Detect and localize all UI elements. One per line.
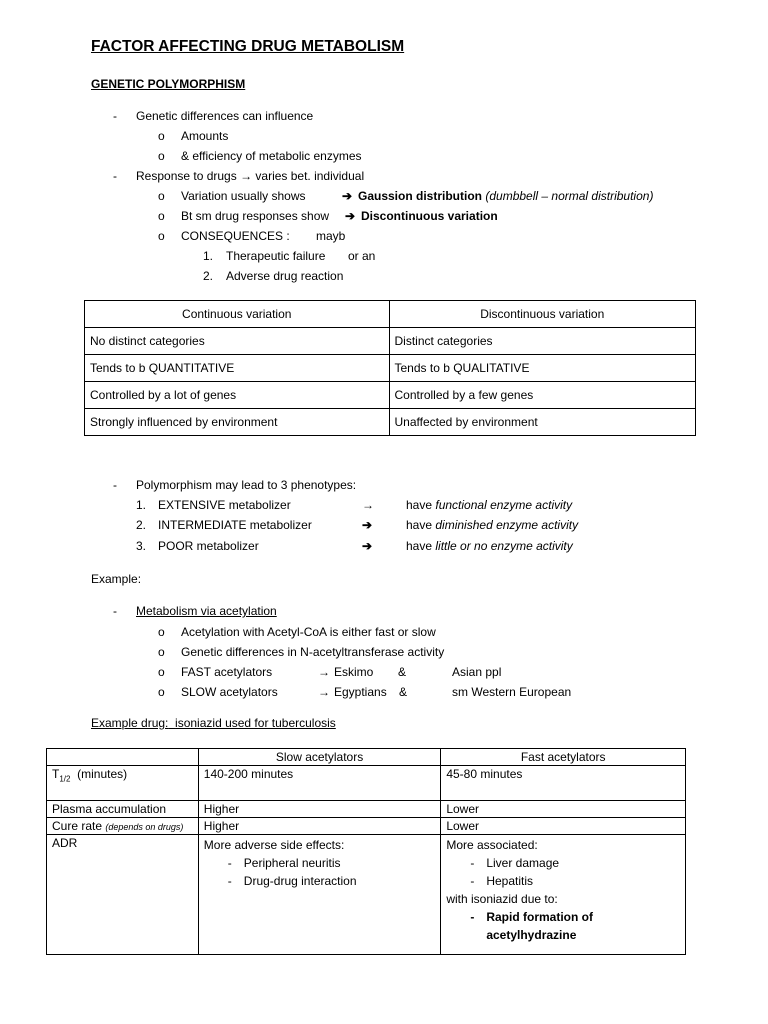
table-row bbox=[47, 818, 686, 835]
cell-slow-adr bbox=[198, 835, 441, 955]
phenotype-number: 3. bbox=[136, 539, 147, 553]
gaussian-note: (dumbbell – normal distribution) bbox=[485, 189, 654, 203]
row-label-cure bbox=[47, 818, 199, 835]
cure-note: (depends on drugs) bbox=[105, 822, 184, 832]
have-text: have bbox=[406, 498, 433, 512]
cell: Tends to b QUANTITATIVE bbox=[85, 355, 390, 382]
cell: Unaffected by environment bbox=[389, 409, 696, 436]
header-discontinuous: Discontinuous variation bbox=[389, 301, 696, 328]
acetylation-heading: Metabolism via acetylation bbox=[136, 604, 277, 618]
cell: Controlled by a lot of genes bbox=[85, 382, 390, 409]
consequence-adverse-reaction: Adverse drug reaction bbox=[226, 269, 344, 283]
cell: Higher bbox=[198, 818, 441, 835]
row-label-t-half bbox=[47, 766, 199, 801]
bt-sm-responses: Bt sm drug responses show bbox=[181, 209, 330, 223]
circle-bullet: o bbox=[158, 625, 165, 639]
table-row bbox=[47, 801, 686, 818]
circle-bullet: o bbox=[158, 645, 165, 659]
ampersand: & bbox=[398, 665, 407, 679]
sub-bullet-efficiency: & efficiency of metabolic enzymes bbox=[181, 149, 362, 163]
cell: Distinct categories bbox=[389, 328, 696, 355]
cell: Higher bbox=[198, 801, 441, 818]
fast-cause-cont: acetylhydrazine bbox=[486, 928, 577, 942]
dash-bullet: - bbox=[113, 169, 117, 183]
cure-label: Cure rate bbox=[52, 819, 103, 833]
phenotype-desc bbox=[406, 539, 573, 553]
thin-arrow-icon: → bbox=[318, 665, 330, 679]
circle-bullet: o bbox=[158, 129, 165, 143]
gaussian-distribution: Gaussion distribution bbox=[358, 189, 483, 203]
acetylator-table bbox=[46, 748, 686, 955]
cell: Controlled by a few genes bbox=[389, 382, 696, 409]
gaussian-line bbox=[358, 189, 653, 203]
example-drug: isoniazid used for tuberculosis bbox=[175, 716, 336, 730]
table-row bbox=[85, 328, 696, 355]
fast-adr-intro: More associated: bbox=[446, 838, 538, 852]
example-drug-line bbox=[91, 716, 336, 730]
table-row bbox=[85, 355, 696, 382]
fast-group-1: Eskimo bbox=[334, 665, 374, 679]
fast-acetylators-label: FAST acetylators bbox=[181, 665, 273, 679]
fast-cause: - Rapid formation of bbox=[464, 908, 680, 926]
consequence-number: 2. bbox=[203, 269, 214, 283]
section-heading: GENETIC POLYMORPHISM bbox=[91, 77, 246, 91]
phenotype-poor: POOR metabolizer bbox=[158, 539, 259, 553]
header-fast: Fast acetylators bbox=[441, 749, 686, 766]
circle-bullet: o bbox=[158, 149, 165, 163]
consequence-therapeutic-failure: Therapeutic failure bbox=[226, 249, 326, 263]
consequences-label: CONSEQUENCES : bbox=[181, 229, 290, 243]
page-title: FACTOR AFFECTING DRUG METABOLISM bbox=[91, 38, 405, 55]
phenotype-desc bbox=[406, 498, 572, 512]
circle-bullet: o bbox=[158, 189, 165, 203]
cell: Strongly influenced by environment bbox=[85, 409, 390, 436]
dash-bullet: - bbox=[113, 604, 117, 618]
table-row bbox=[85, 409, 696, 436]
thin-arrow-icon: → bbox=[362, 498, 374, 512]
mayb-text: mayb bbox=[316, 229, 346, 243]
phenotype-intro: Polymorphism may lead to 3 phenotypes: bbox=[136, 478, 357, 492]
phenotype-extensive: EXTENSIVE metabolizer bbox=[158, 498, 291, 512]
slow-group-1: Egyptians bbox=[334, 685, 387, 699]
row-label-plasma: Plasma accumulation bbox=[47, 801, 199, 818]
row-label-adr: ADR bbox=[47, 835, 199, 955]
fast-adr-item: - Liver damage bbox=[464, 854, 680, 872]
cell: Lower bbox=[441, 801, 686, 818]
slow-adr-item: - Peripheral neuritis bbox=[222, 854, 436, 872]
cell-fast-adr bbox=[441, 835, 686, 955]
example-label: Example: bbox=[91, 572, 142, 586]
phenotype-intermediate: INTERMEDIATE metabolizer bbox=[158, 518, 312, 532]
acetylation-genetic: Genetic differences in N-acetyltransferase activity bbox=[181, 645, 445, 659]
ampersand: & bbox=[399, 685, 408, 699]
thin-arrow-icon: → bbox=[318, 685, 330, 699]
cell: Tends to b QUALITATIVE bbox=[389, 355, 696, 382]
dash-bullet: - bbox=[113, 478, 117, 492]
consequence-or: or an bbox=[348, 249, 376, 263]
phenotype-number: 1. bbox=[136, 498, 147, 512]
phenotype-activity: functional enzyme activity bbox=[435, 498, 573, 512]
cell: No distinct categories bbox=[85, 328, 390, 355]
circle-bullet: o bbox=[158, 209, 165, 223]
phenotype-activity: diminished enzyme activity bbox=[435, 518, 579, 532]
variation-shows: Variation usually shows bbox=[181, 189, 306, 203]
t-label: T bbox=[52, 767, 60, 781]
circle-bullet: o bbox=[158, 229, 165, 243]
consequence-number: 1. bbox=[203, 249, 214, 263]
arrow-icon: ➔ bbox=[362, 518, 373, 532]
table-row bbox=[47, 835, 686, 955]
t-sub: 1/2 bbox=[59, 774, 71, 784]
t-unit: (minutes) bbox=[77, 767, 128, 781]
fast-with: with isoniazid due to: bbox=[446, 892, 558, 906]
have-text: have bbox=[406, 539, 433, 553]
dash-bullet: - bbox=[113, 109, 117, 123]
circle-bullet: o bbox=[158, 665, 165, 679]
header-slow: Slow acetylators bbox=[198, 749, 441, 766]
circle-bullet: o bbox=[158, 685, 165, 699]
phenotype-desc bbox=[406, 518, 578, 532]
cell: Lower bbox=[441, 818, 686, 835]
slow-group-2: sm Western European bbox=[452, 685, 572, 699]
arrow-icon: ➔ bbox=[342, 189, 353, 203]
acetylation-fast-slow: Acetylation with Acetyl-CoA is either fast or slow bbox=[181, 625, 436, 639]
phenotype-number: 2. bbox=[136, 518, 147, 532]
variation-table bbox=[84, 300, 696, 436]
slow-adr-intro: More adverse side effects: bbox=[203, 838, 345, 852]
arrow-icon: ➔ bbox=[362, 539, 373, 553]
table-row bbox=[47, 766, 686, 801]
table-row bbox=[85, 382, 696, 409]
have-text: have bbox=[406, 518, 433, 532]
fast-group-2: Asian ppl bbox=[452, 665, 502, 679]
slow-adr-item: - Drug-drug interaction bbox=[222, 872, 436, 890]
fast-adr-item: - Hepatitis bbox=[464, 872, 680, 890]
cell: 140-200 minutes bbox=[198, 766, 441, 801]
header-blank bbox=[47, 749, 199, 766]
slow-acetylators-label: SLOW acetylators bbox=[181, 685, 278, 699]
cell: 45-80 minutes bbox=[441, 766, 686, 801]
discontinuous-variation: Discontinuous variation bbox=[361, 209, 498, 223]
sub-bullet-amounts: Amounts bbox=[181, 129, 229, 143]
arrow-icon: ➔ bbox=[345, 209, 356, 223]
header-continuous: Continuous variation bbox=[85, 301, 390, 328]
bullet-response-to-drugs: Response to drugs → varies bet. individual bbox=[136, 169, 365, 183]
phenotype-activity: little or no enzyme activity bbox=[435, 539, 573, 553]
bullet-genetic-differences: Genetic differences can influence bbox=[136, 109, 314, 123]
example-drug-label: Example drug: bbox=[91, 716, 169, 730]
